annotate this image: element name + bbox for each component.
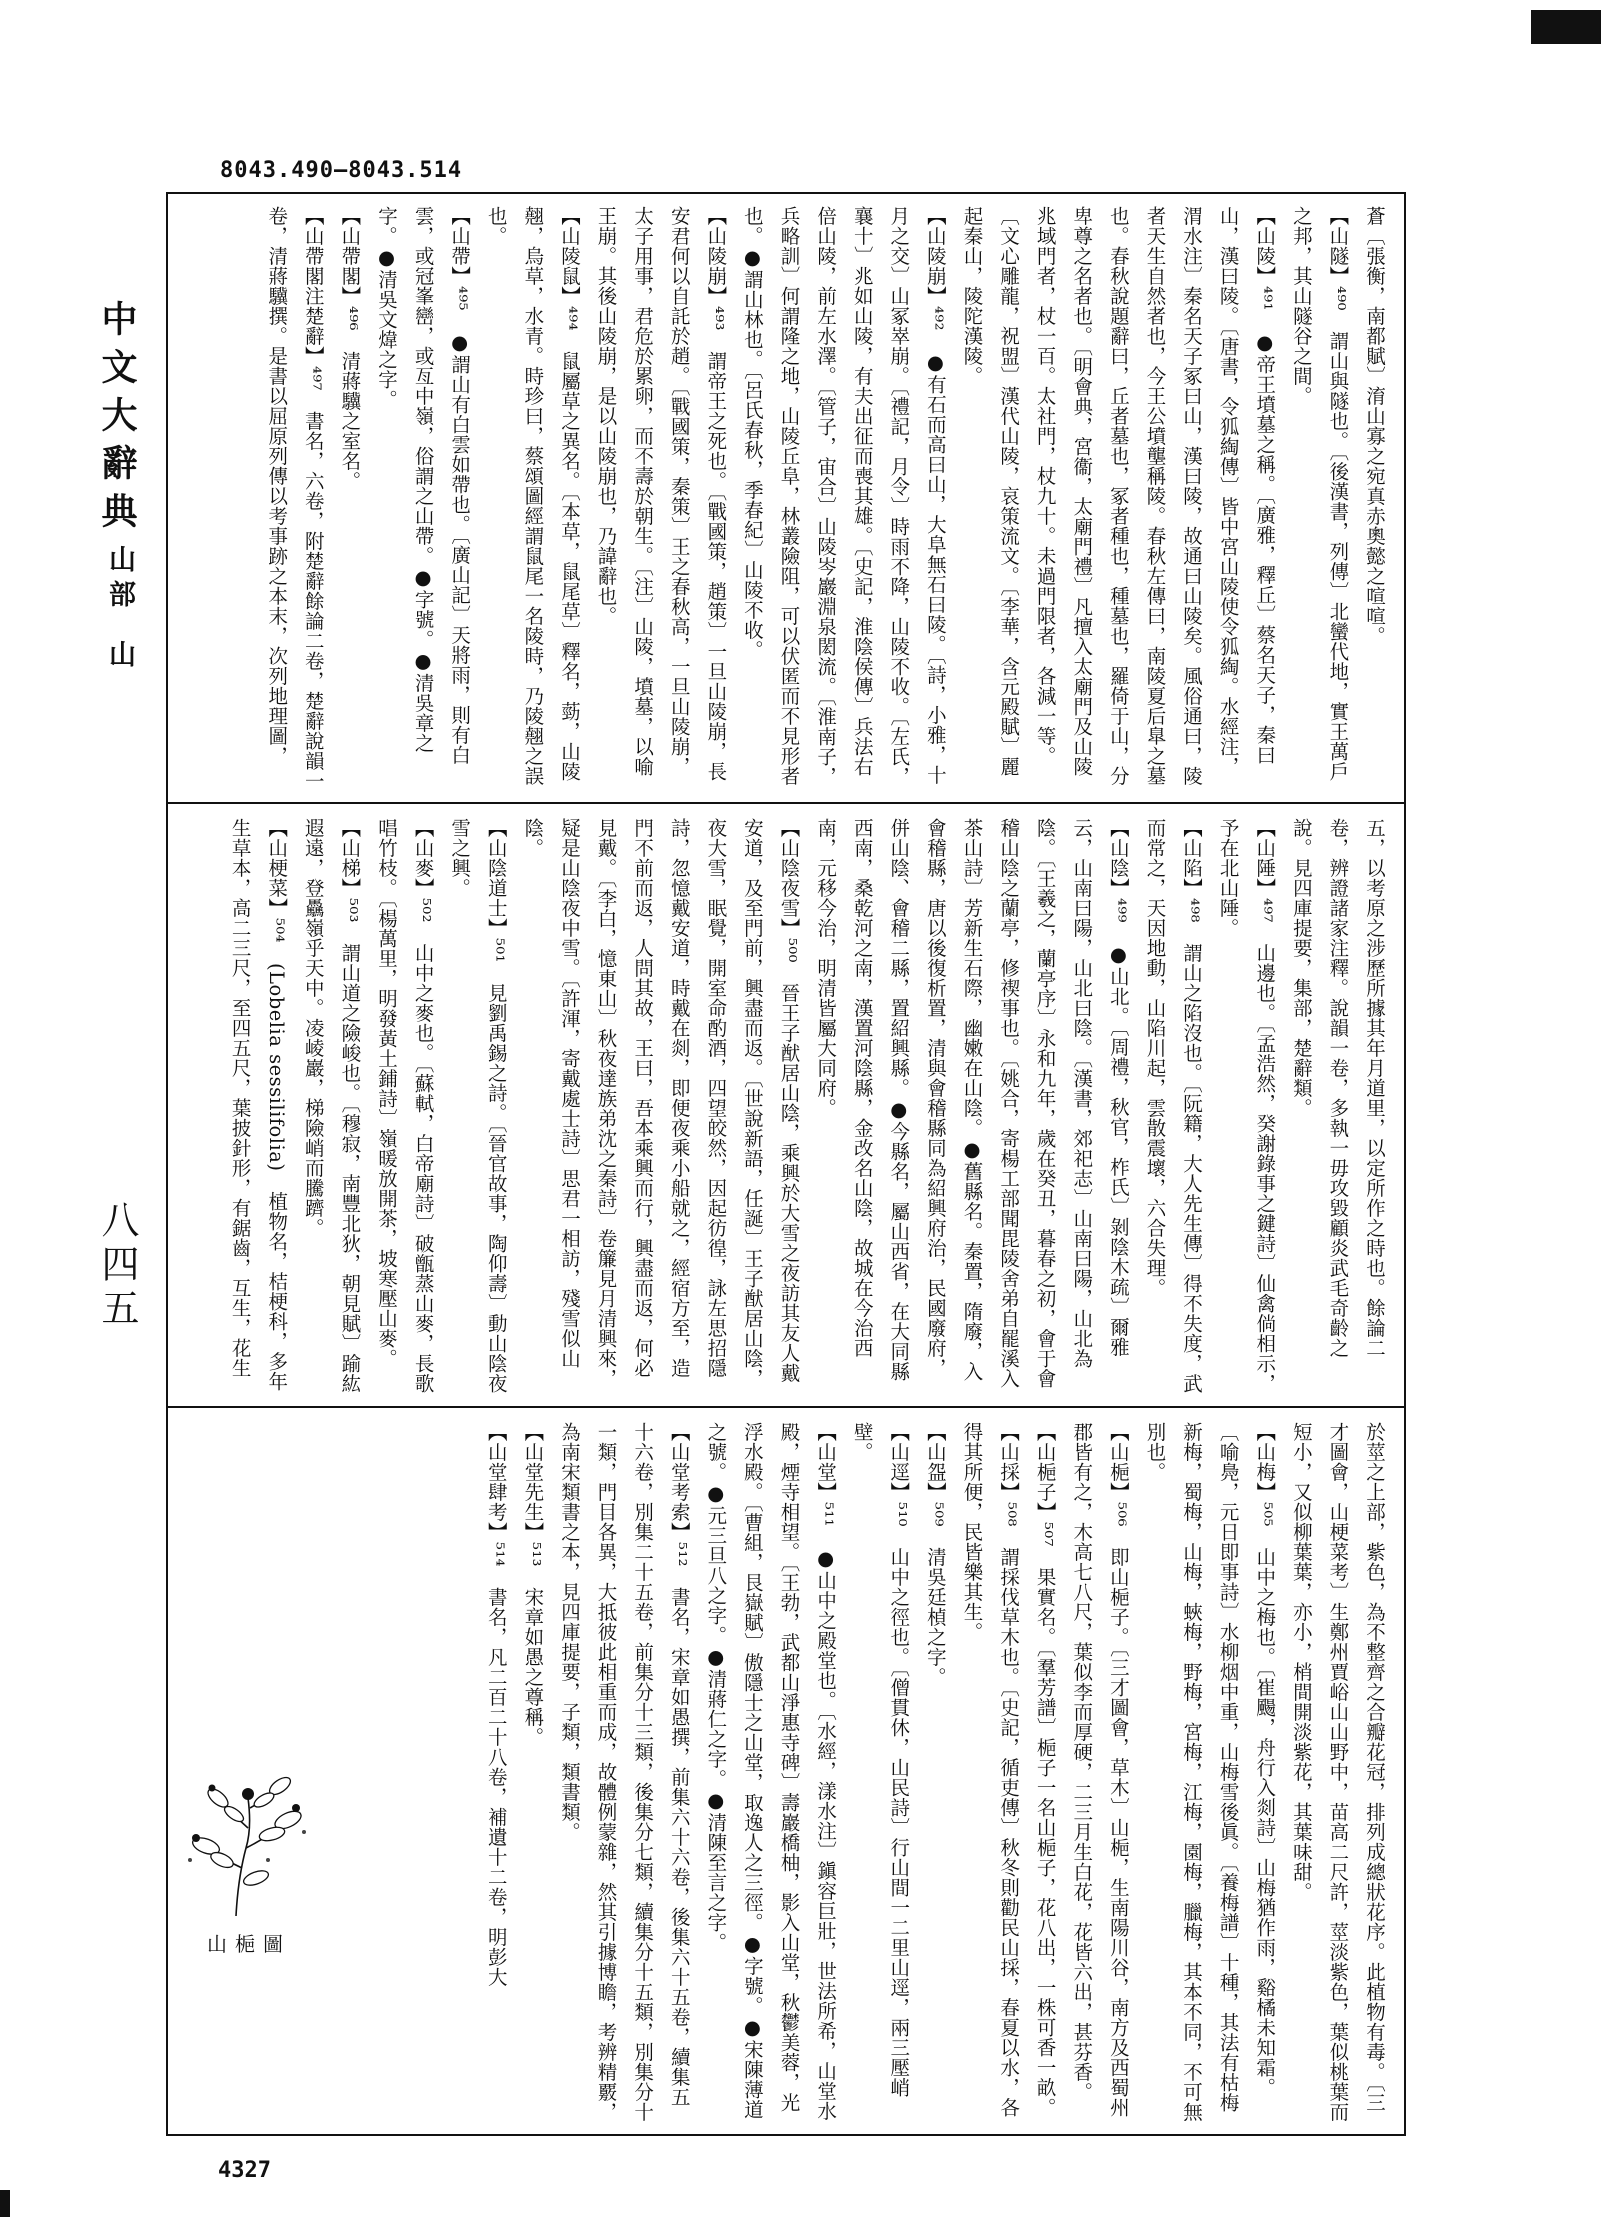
scan-edge-mark-top	[1531, 10, 1601, 44]
dictionary-entry: 【山梅】⁵⁰⁵ 山中之梅也。〔崔颺，舟行入剡詩〕山梅猶作雨，谿橘未知霜。〔喻鳧，元日即事詩〕水柳烟中重，山梅雪後眞。〔養梅譜〕十種，其法有枯梅新梅，蜀梅，山梅，蛺梅，野梅，宮梅，江梅，園梅，臘梅，其本不同，不可無別也。	[1143, 1422, 1277, 2122]
dictionary-title: 中文大辭典	[96, 300, 138, 540]
page-number-chinese: 八四五	[95, 1200, 139, 1332]
gardenia-plant-icon	[176, 1768, 322, 1918]
dictionary-entry: 【山梔】⁵⁰⁶ 即山梔子。〔三才圖會，草木〕山梔，生南陽川谷，南方及西蜀州郡皆有之，木高七八尺，葉似李而厚硬，二三月生白花，花皆六出，甚芬香。	[1070, 1422, 1130, 2118]
dictionary-entry: 【山採】⁵⁰⁸ 謂採伐草木也。〔史記，循吏傳〕秋冬則勸民山採，春夏以水，各得其所便，民皆樂其生。	[960, 1422, 1021, 2118]
page-number: 4327	[218, 2158, 271, 2183]
dictionary-entry: 【山陰】⁴⁹⁹ ●山北。〔周禮，秋官，柞氏〕剝陰木疏〕爾雅云，山南曰陽，山北曰陰。〔漢書，郊祀志〕山南曰陽，山北為陰。〔王羲之，蘭亭序〕永和九年，歲在癸丑，暮春之初，會于會稽山陰之蘭亭，修禊事也。〔姚合，寄楊工部聞毘陵舍弟自罷溪入茶山詩〕芳新生石際，幽嫩在山陰。●舊縣名。秦置，隋廢，入會稽縣，唐以後復析置，清與會稽縣同為紹興府治，民國廢府，併山陰、會稽二縣，置紹興縣。●今縣名，屬山西省，在大同縣西南，桑乾河之南，漢置河陰縣，金改名山陰，故城在今治西南，元移今治，明清皆屬大同府。	[814, 818, 1130, 1389]
band-text	[180, 1422, 1392, 2126]
band-text	[180, 206, 1392, 792]
dictionary-entry: 【山堂考索】⁵¹² 書名，宋章如愚撰，前集六十六卷，後集六十五卷，續集五十六卷，別集二十五卷，前集分十三類，後集分七類，續集分十五類，別集分十一類，門目各異，大抵彼此相重而成，故體例蒙雜，然其引據博瞻，考辨精覈，為南宋類書之本，見四庫提要，子類，類書類。	[557, 1422, 691, 2122]
dictionary-entry: 【山陵崩】⁴⁹³ 謂帝王之死也。〔戰國策，趙策〕一旦山陵崩，長安君何以自託於趙。〔戰國策，秦策〕王之春秋高，一旦山陵崩，太子用事，君危於累卵，而不壽於朝生。〔注〕山陵，墳墓，以喻王崩。其後山陵崩，是以山陵崩也，乃諱辭也。	[594, 206, 728, 782]
dictionary-entry: 蒼〔張衡，南都賦〕淯山寡之宛真赤奧懿之喧喧。	[1363, 206, 1386, 646]
scan-edge-mark-bottom	[0, 2190, 10, 2217]
dictionary-entry: 【山帶閣】⁴⁹⁶ 清蔣驥之室名。	[338, 206, 362, 491]
figure-caption: 山梔圖	[207, 1932, 291, 1956]
dictionary-entry: 【山陵】⁴⁹¹ ●帝王墳墓之稱。〔廣雅，釋丘〕蔡名天子，秦曰山，漢曰陵。〔唐書，令狐綯傳〕皆中宮山陵使令狐綯。水經注，渭水注〕秦名天子冢曰山，漢曰陵，故通曰山陵矣。風俗通曰，陵者天生自然者也，今王公墳壟稱陵。春秋左傳曰，南陵夏后臯之墓也。春秋說題辭曰，丘者墓也，冢者種也，種墓也，羅倚于山，分卑尊之名者也。〔明會典，宮衞，太廟門禮〕凡擅入太廟門及山陵兆域門者，杖一百。太社門，杖九十。未過門限者，各減一等。〔文心雕龍，祝盟〕漢代山陵，哀策流文。〔李華，含元殿賦〕麗起秦山，陵陀漢陵。	[960, 206, 1277, 786]
band-text	[180, 818, 1392, 1396]
dictionary-entry: 【山陷】⁴⁹⁸ 謂山之陷沒也。〔阮籍，大人先生傳〕得不失度，武而常之，天因地動，山陷川起，雲散震壞，六合失理。	[1143, 818, 1204, 1394]
dictionary-entry: 【山盌】⁵⁰⁹ 清吳廷楨之字。	[923, 1422, 947, 1687]
dictionary-entry: 【山梯】⁵⁰³ 謂山道之險峻也。〔穆寂，南豐北狄，朝見賦〕踰紘遐遠，登驫嶺乎天中。凌崚巖，梯險峭而騰躋。	[301, 818, 362, 1394]
dictionary-entry: 於莖之上部，紫色，為不整齊之合瓣花冠，排列成總狀花序。此植物有毒。〔三才圖會，山梗菜考〕生鄭州賈峪山山野中，苗高二尺許，莖淡紫色，葉似桃葉而短小，又似柳葉葉，亦小，梢間開淡紫花，其葉味甜。	[1289, 1422, 1386, 2122]
radical-label: 山部	[104, 545, 135, 615]
text-band-bottom	[166, 1406, 1406, 2136]
dictionary-entry: 【山陵鼠】⁴⁹⁴ 鼠屬草之異名。〔本草，鼠尾草〕釋名，葝，山陵翹，烏草，水青。時珍曰，蔡頌圖經謂鼠尾一名陵時，乃陵翹之誤也。	[484, 206, 581, 786]
dictionary-entry: 【山隧】⁴⁹⁰ 謂山與隧也。〔後漢書，列傳〕北蠻代地，實王萬戶之邦，其山隧谷之間。	[1289, 206, 1350, 782]
dictionary-entry: 【山堂肆考】⁵¹⁴ 書名，凡二百二十八卷，補遺十二卷，明彭大	[484, 1422, 508, 1987]
dictionary-entry: 【山梔子】⁵⁰⁷ 果實名。〔羣芳譜〕梔子一名山梔子，花八出，一株可香一畝。	[1033, 1422, 1057, 2118]
text-band-top	[166, 192, 1406, 802]
page-range: 8043.490—8043.514	[220, 158, 463, 183]
dictionary-entry: 【山帶】⁴⁹⁵ ●謂山有白雲如帶也。〔廣山記〕天將雨，則有白雲，或冠峯巒，或亙中嶺，俗謂之山帶。●字號。●清吳章之字。●清吳文煒之字。	[374, 206, 472, 765]
dictionary-entry: 【山陵崩】⁴⁹² ●有石而高曰山，大阜無石曰陵。〔詩，小雅，十月之交〕山冢崒崩。〔禮記，月令〕時雨不降，山陵不收。〔左氏，襄十〕兆如山陵，有夫出征而喪其雄。〔史記，淮陰侯傳〕兵法右倍山陵，前左水澤。〔管子，宙合〕山陵岑巖淵泉閎流。〔淮南子，兵略訓〕何謂隆之地，山陵丘阜，林叢險阻，可以伏匿而不見形者也。●謂山林也。〔呂氏春秋，季春紀〕山陵不收。	[740, 206, 947, 787]
character-label: 山	[104, 640, 135, 675]
dictionary-entry: 【山陰道士】⁵⁰¹ 見劉禹錫之詩。〔晉官故事，陶仰壽〕動山陰夜雪之興。	[448, 818, 508, 1394]
dictionary-entry: 【山堂先生】⁵¹³ 宋章如愚之尊稱。	[521, 1422, 545, 1747]
dictionary-entry: 【山逕】⁵¹⁰ 山中之徑也。〔僧貫休，山民詩〕行山間一二里山逕，兩三壓峭壁。	[850, 1422, 911, 2098]
dictionary-entry: 五，以考原之涉歷所據其年月道里，以定所作之時也。餘論二卷，辨證諸家注釋。說韻一卷，多執一毋攻毀顧炎武毛奇齡之說。見四庫提要，集部，楚辭類。	[1289, 818, 1386, 1358]
dictionary-entry: 【山陰夜雪】⁵⁰⁰ 晉王子猷居山陰，乘興於大雪之夜訪其友人戴安道，及至門前，興盡而返。〔世說新語，任誕〕王子猷居山陰，夜大雪，眠覺，開室命酌酒，四望皎然，因起彷徨，詠左思招隱詩，忽憶戴安道，時戴在剡，即便夜乘小船就之，經宿方至，造門不前而返，人問其故，王曰，吾本乘興而行，興盡而返，何必見戴。〔李白，憶東山〕秋夜達族弟沈之秦詩〕卷簾見月清興來，疑是山陰夜中雪。〔許渾，寄戴處士詩〕思君一相訪，殘雪似山陰。	[521, 818, 801, 1389]
dictionary-entry: 【山帶閣注楚辭】⁴⁹⁷ 書名，六卷，附楚辭餘論二卷，楚辭說韻一卷，清蔣驥撰。是書以屈原列傳以考事跡之本末，次列地理圖，	[265, 206, 325, 791]
dictionary-entry: 【山梗菜】⁵⁰⁴ (Lobelia sessilifolia) 植物名，桔梗科，多年生草本，高二三尺，至四五尺，葉披針形，有鋸齒，互生，花生	[228, 818, 289, 1392]
dictionary-entry: 【山麥】⁵⁰² 山中之麥也。〔蘇軾，白帝廟詩〕破甑蒸山麥，長歌唱竹枝。〔楊萬里，明發黃土鋪詩〕嶺暖放開茶，坡寒壓山麥。	[374, 818, 435, 1394]
text-band-middle	[166, 802, 1406, 1406]
dictionary-entry: 【山陲】⁴⁹⁷ 山邊也。〔孟浩然，癸謝錄事之鍵詩〕仙禽倘相示，予在北山陲。	[1216, 818, 1277, 1394]
gardenia-illustration	[176, 1768, 322, 1968]
dictionary-entry: 【山堂】⁵¹¹ ●山中之殿堂也。〔水經，漾水注〕鎭容巨壯，世法所希，山堂水殿，煙寺相望。〔王勃，武都山淨惠寺碑〕壽巖橋柚，影入山堂，秋鬱美蓉，光浮水殿。〔曹組，艮嶽賦〕傲隱士之山堂，取逸人之三徑。●字號。●宋陳薄道之號。●元三旦八之字。●清蔣仁之字。●清陳至言之字。	[704, 1422, 838, 2121]
